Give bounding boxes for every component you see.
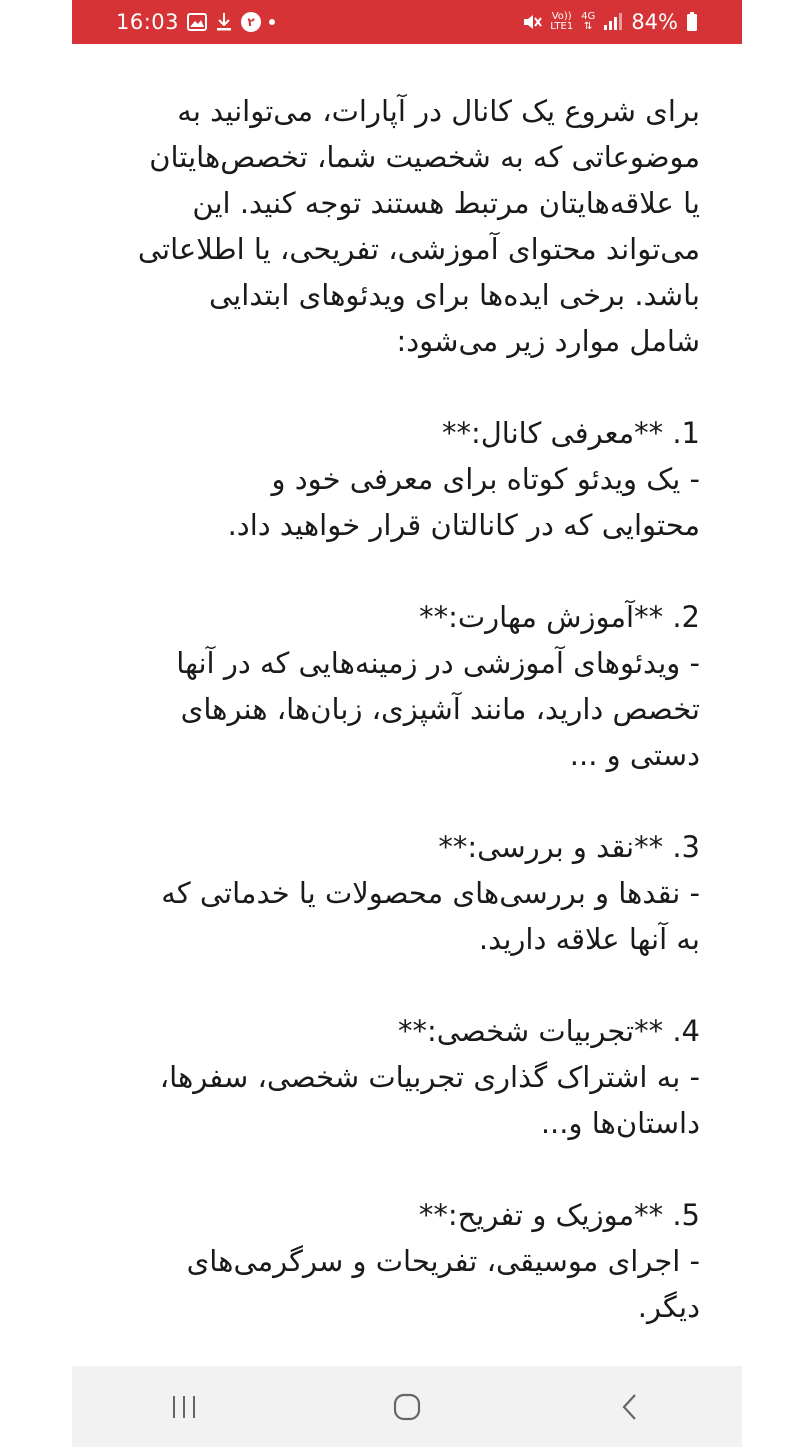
list-item-title: 5. **موزیک و تفریح:** (418, 1198, 700, 1232)
badge-icon: ۲ (241, 12, 261, 32)
list-item (110, 410, 700, 548)
network-type (581, 12, 595, 32)
home-button[interactable] (367, 1377, 447, 1437)
battery-icon (686, 12, 698, 32)
list-item (110, 1192, 700, 1330)
list-item-title: 3. **نقد و بررسی:** (438, 830, 700, 864)
network-bottom-label: LTE1 (550, 21, 574, 32)
list-item-desc: - نقدها و بررسی‌های محصولات یا خدماتی که به آنها علاقه دارید. (161, 876, 700, 956)
arrows-icon: ⇅ (584, 21, 593, 32)
download-icon (215, 12, 233, 32)
back-icon (618, 1392, 642, 1422)
battery-percent: 84% (631, 10, 678, 34)
list-item-title: 1. **معرفی کانال:** (441, 416, 700, 450)
phone-screen (72, 0, 742, 1447)
list-item-desc: - اجرای موسیقی، تفریحات و سرگرمی‌های دیگر. (186, 1244, 700, 1324)
list-item-desc: - یک ویدئو کوتاه برای معرفی خود و محتوایی که در کانالتان قرار خواهید داد. (227, 462, 700, 542)
network-label (550, 12, 573, 32)
back-button[interactable] (590, 1377, 670, 1437)
status-bar-right (522, 10, 698, 34)
list-item-title: 4. **تجربیات شخصی:** (398, 1014, 700, 1048)
list-item-desc: - ویدئوهای آموزشی در زمینه‌هایی که در آنها تخصص دارید، مانند آشپزی، زبان‌ها، هنرهای دستی و ... (176, 646, 700, 772)
status-bar (72, 0, 742, 44)
image-icon (187, 13, 207, 31)
mute-icon (522, 13, 542, 31)
list-item (110, 1008, 700, 1146)
list-item (110, 594, 700, 778)
list-item-desc: - به اشتراک گذاری تجربیات شخصی، سفرها، داستان‌ها و... (159, 1060, 700, 1140)
recent-apps-icon (169, 1393, 199, 1421)
message-content (110, 88, 700, 1330)
signal-icon (603, 13, 623, 31)
network-type-label: 4G (581, 11, 596, 22)
status-time: 16:03 (116, 10, 180, 34)
network-top-label: Vo)) (551, 11, 572, 22)
intro-paragraph: برای شروع یک کانال در آپارات، می‌توانید به موضوعاتی که به شخصیت شما، تخصص‌هایتان یا علاقه‌هایتان مرتبط هستند توجه کنید. این می‌تواند محتوای آموزشی، تفریحی، یا اطلاعاتی باشد. برخی ایده‌ها برای ویدئوهای ابتدایی شامل موارد زیر می‌شود: (137, 94, 700, 358)
list-item (110, 824, 700, 962)
navigation-bar (72, 1366, 742, 1447)
recent-apps-button[interactable] (144, 1377, 224, 1437)
list-item-title: 2. **آموزش مهارت:** (419, 600, 700, 634)
dot-icon (269, 19, 275, 25)
home-icon (392, 1392, 422, 1422)
status-bar-left (116, 10, 275, 34)
